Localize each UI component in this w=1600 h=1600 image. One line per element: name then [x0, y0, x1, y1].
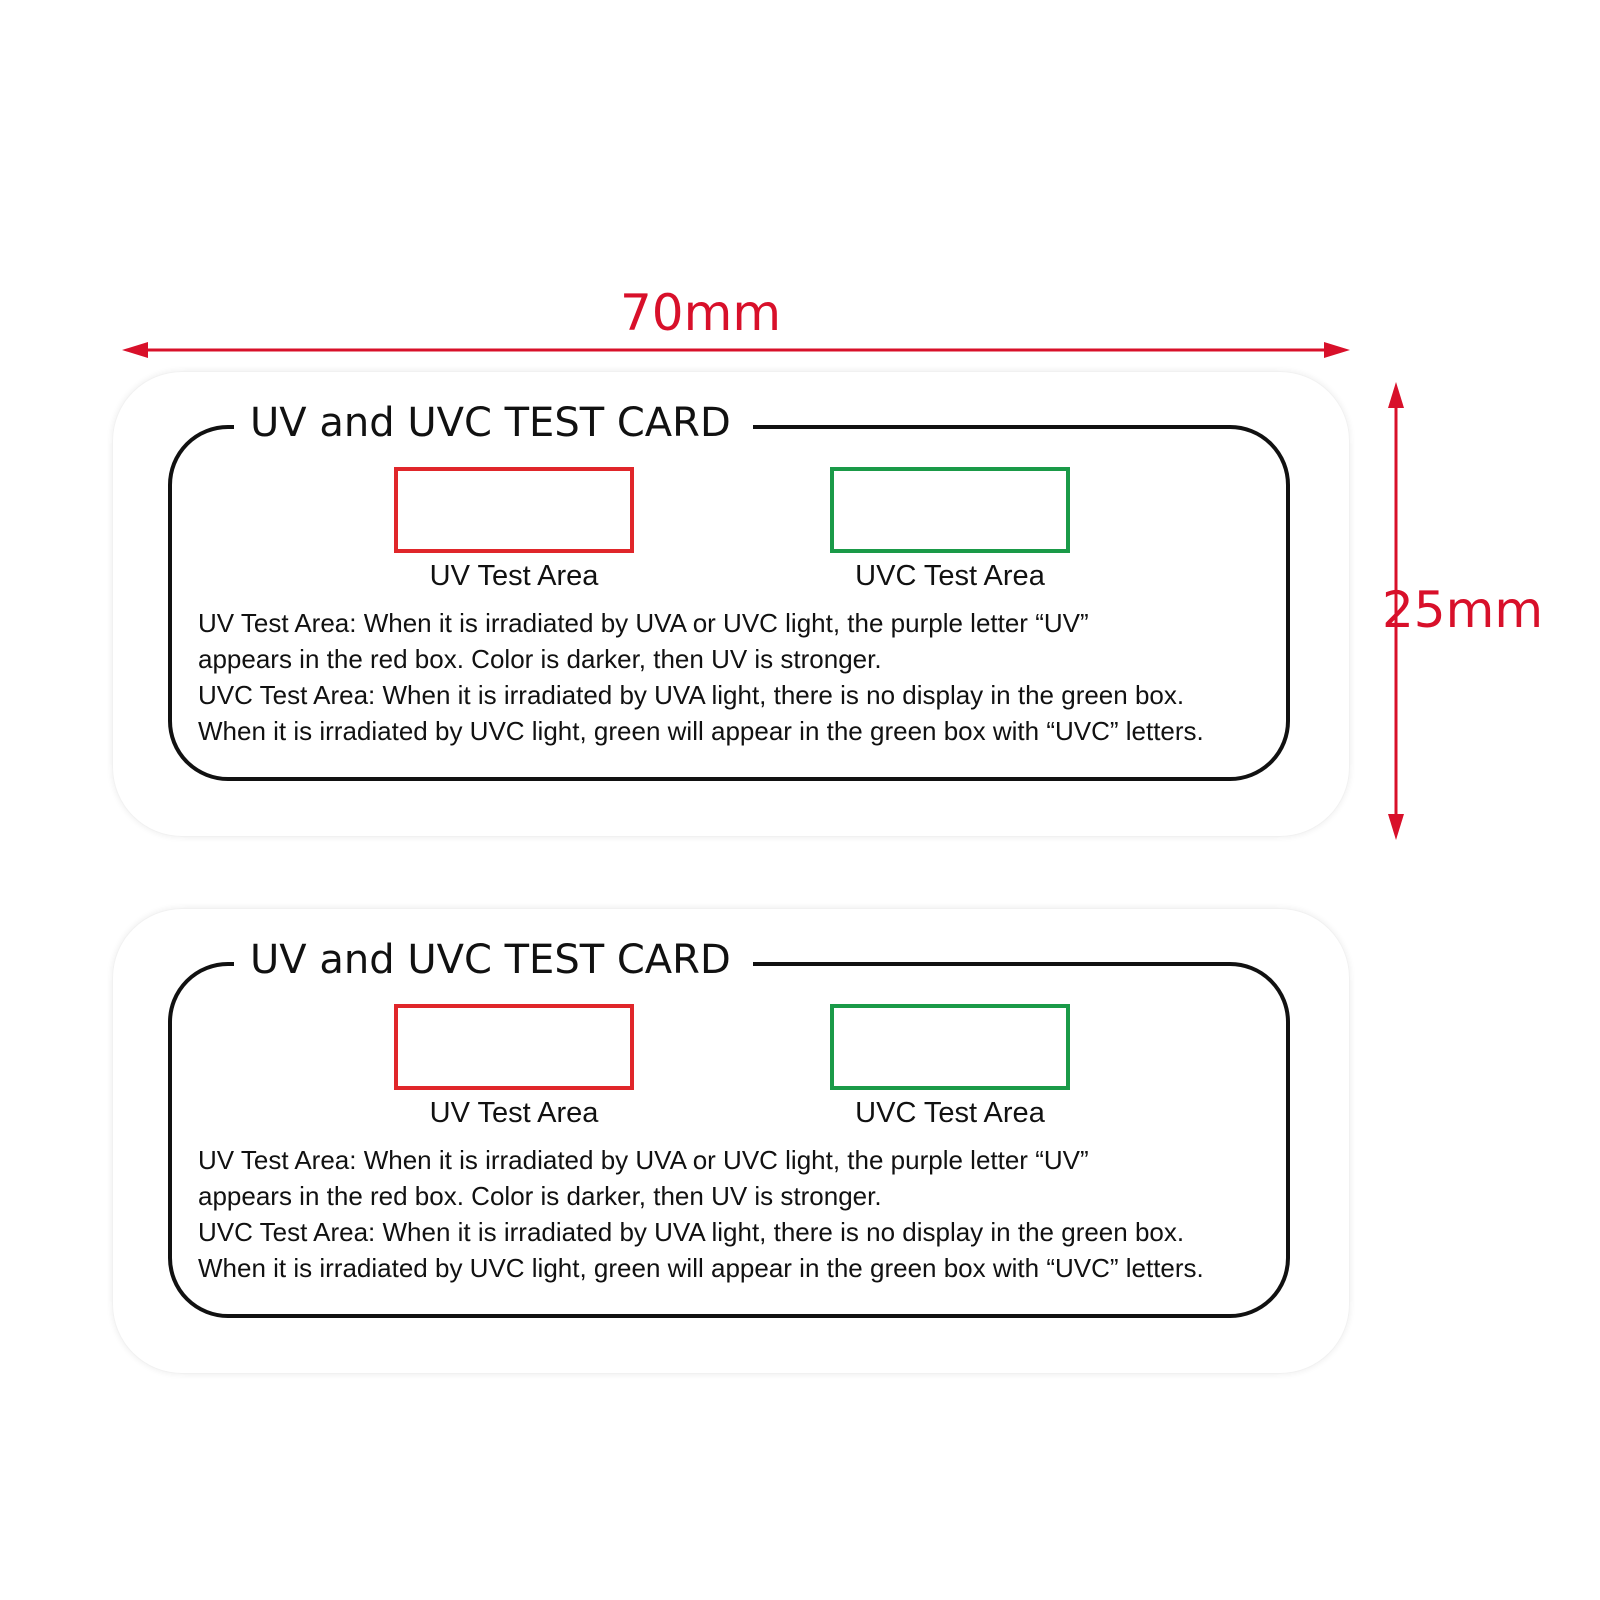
height-dimension-label: 25mm	[1382, 581, 1544, 639]
card-title: UV and UVC TEST CARD	[234, 399, 753, 447]
card-title: UV and UVC TEST CARD	[234, 936, 753, 984]
uvc-test-box	[830, 1004, 1070, 1090]
description-line: UV Test Area: When it is irradiated by UVA or UVC light, the purple letter “UV”	[198, 608, 1089, 638]
description-line: UVC Test Area: When it is irradiated by UVA light, there is no display in the green box.	[198, 680, 1185, 710]
uv-test-box	[394, 1004, 634, 1090]
test-card-sticker-1	[112, 371, 1350, 837]
uvc-test-box	[830, 467, 1070, 553]
down-arrowhead-icon	[1388, 814, 1404, 840]
test-card-sticker-2	[112, 908, 1350, 1374]
description-line: UV Test Area: When it is irradiated by UVA or UVC light, the purple letter “UV”	[198, 1145, 1089, 1175]
card-description	[198, 605, 1288, 749]
up-arrowhead-icon	[1388, 382, 1404, 408]
description-line: UVC Test Area: When it is irradiated by UVA light, there is no display in the green box.	[198, 1217, 1185, 1247]
description-line: When it is irradiated by UVC light, green will appear in the green box with “UVC” letters.	[198, 1253, 1204, 1283]
card-description	[198, 1142, 1288, 1286]
width-dimension-label: 70mm	[620, 284, 782, 342]
description-line: When it is irradiated by UVC light, green will appear in the green box with “UVC” letters.	[198, 716, 1204, 746]
description-line: appears in the red box. Color is darker, then UV is stronger.	[198, 1181, 882, 1211]
uv-test-area-label: UV Test Area	[429, 560, 599, 592]
width-dimension-arrow	[122, 342, 1350, 358]
right-arrowhead-icon	[1324, 342, 1350, 358]
description-line: appears in the red box. Color is darker, then UV is stronger.	[198, 644, 882, 674]
uv-test-area-label: UV Test Area	[429, 1097, 599, 1129]
uvc-test-area-label: UVC Test Area	[855, 560, 1045, 592]
uvc-test-area-label: UVC Test Area	[855, 1097, 1045, 1129]
left-arrowhead-icon	[122, 342, 148, 358]
uv-test-box	[394, 467, 634, 553]
